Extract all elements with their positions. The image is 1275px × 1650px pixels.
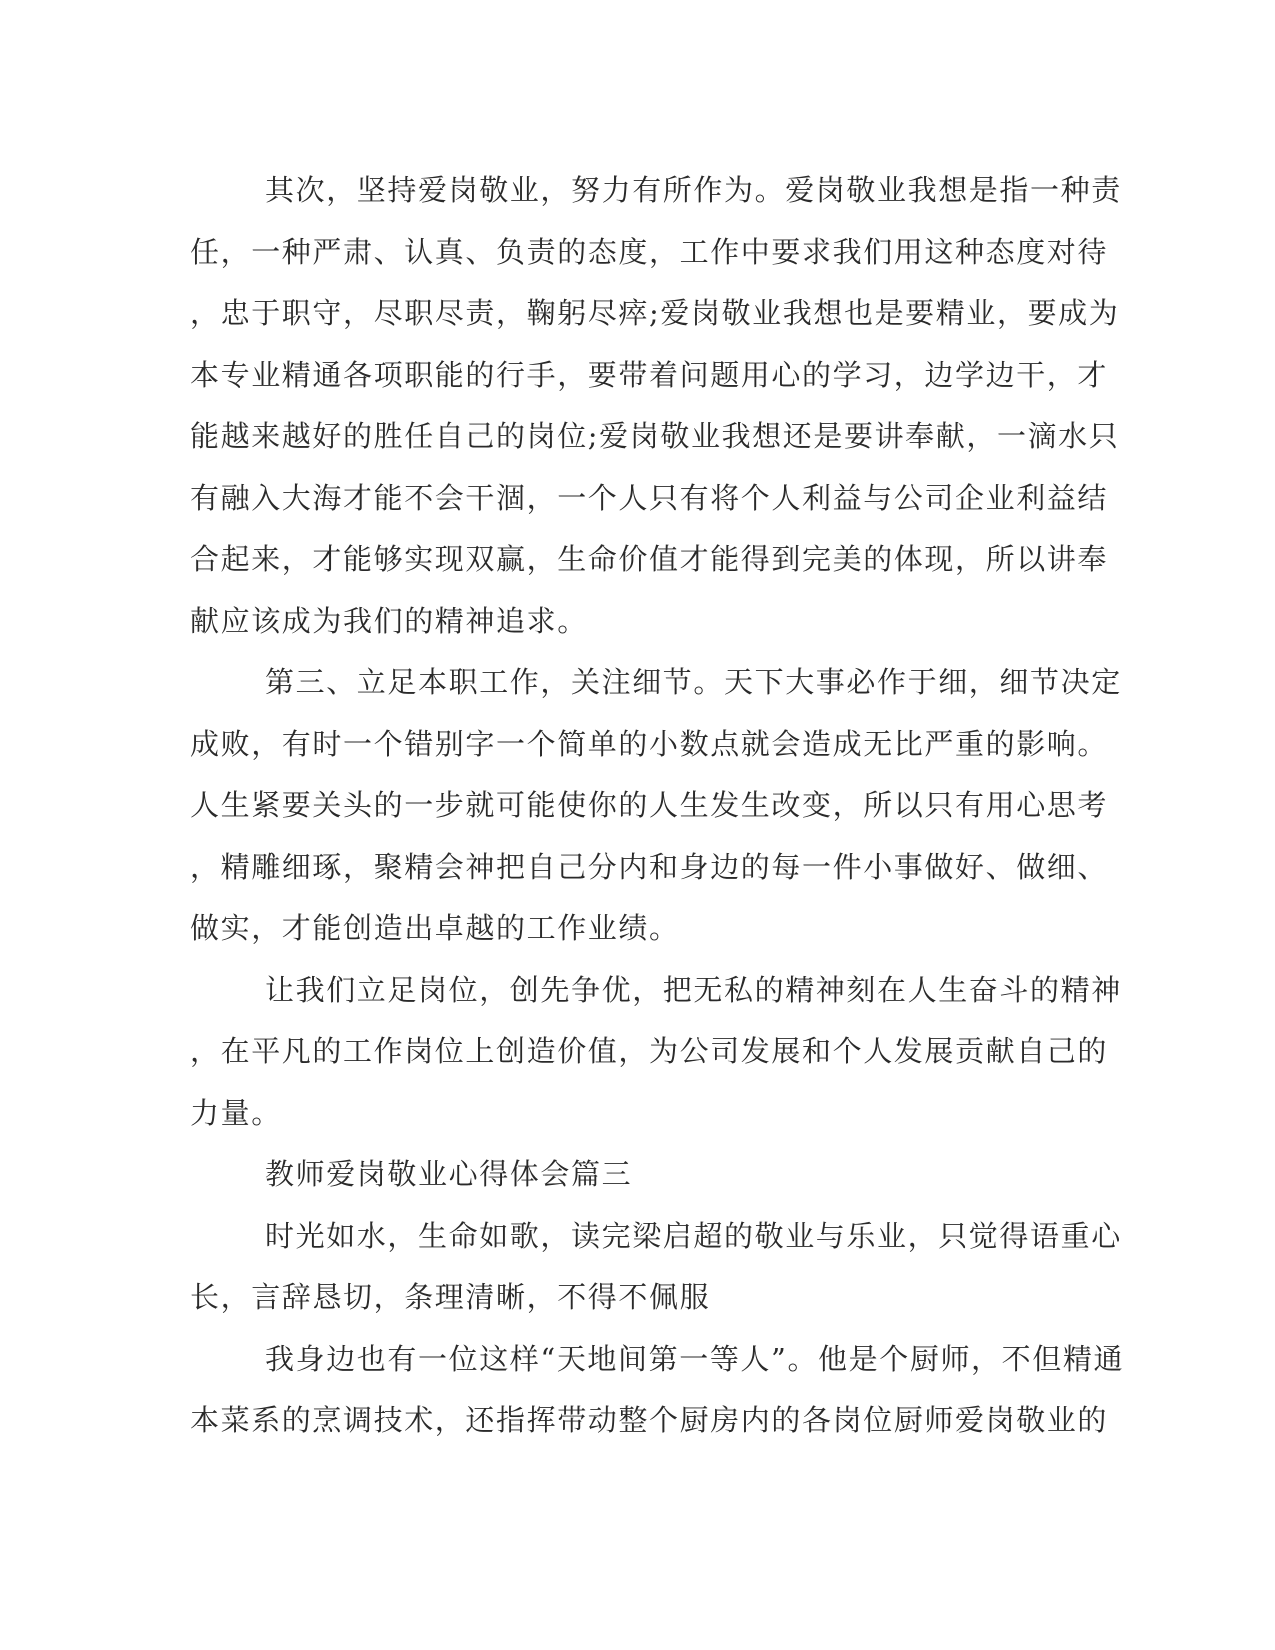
text-line: 我身边也有一位这样“天地间第一等人”。他是个厨师，不但精通 bbox=[265, 1341, 1125, 1376]
text-line: 本专业精通各项职能的行手，要带着问题用心的学习，边学边干，才 bbox=[190, 357, 1109, 392]
text-line: ，在平凡的工作岗位上创造价值，为公司发展和个人发展贡献自己的 bbox=[190, 1034, 1109, 1068]
text-line: 长，言辞恳切，条理清晰，不得不佩服 bbox=[190, 1280, 711, 1314]
text-line: 做实，才能创造出卓越的工作业绩。 bbox=[190, 911, 680, 945]
text-line: 人生紧要关头的一步就可能使你的人生发生改变，所以只有用心思考 bbox=[190, 788, 1109, 822]
text-line: 其次，坚持爱岗敬业，努力有所作为。爱岗敬业我想是指一种责 bbox=[265, 173, 1122, 207]
text-line: ，忠于职守，尽职尽责，鞠躬尽瘁;爱岗敬业我想也是要精业，要成为 bbox=[190, 296, 1120, 330]
text-line: 任，一种严肃、认真、负责的态度，工作中要求我们用这种态度对待 bbox=[190, 234, 1109, 269]
text-line: 献应该成为我们的精神追求。 bbox=[190, 603, 588, 638]
text-line: 本菜系的烹调技术，还指挥带动整个厨房内的各岗位厨师爱岗敬业的 bbox=[190, 1403, 1109, 1437]
text-line: 成败，有时一个错别字一个简单的小数点就会造成无比严重的影响。 bbox=[190, 726, 1109, 761]
document-body bbox=[190, 160, 1125, 1452]
text-line: 能越来越好的胜任自己的岗位;爱岗敬业我想还是要讲奉献，一滴水只 bbox=[190, 419, 1120, 453]
text-line: 力量。 bbox=[190, 1095, 282, 1130]
text-line: 让我们立足岗位，创先争优，把无私的精神刻在人生奋斗的精神 bbox=[265, 972, 1122, 1007]
text-line: 时光如水，生命如歌，读完梁启超的敬业与乐业，只觉得语重心 bbox=[265, 1218, 1122, 1253]
text-line: 有融入大海才能不会干涸，一个人只有将个人利益与公司企业利益结 bbox=[190, 480, 1109, 515]
text-line: 第三、立足本职工作，关注细节。天下大事必作于细，细节决定 bbox=[265, 665, 1122, 699]
text-line: 合起来，才能够实现双赢，生命价值才能得到完美的体现，所以讲奉 bbox=[190, 542, 1109, 576]
section-heading: 教师爱岗敬业心得体会篇三 bbox=[265, 1157, 633, 1191]
text-line: ，精雕细琢，聚精会神把自己分内和身边的每一件小事做好、做细、 bbox=[190, 849, 1109, 884]
